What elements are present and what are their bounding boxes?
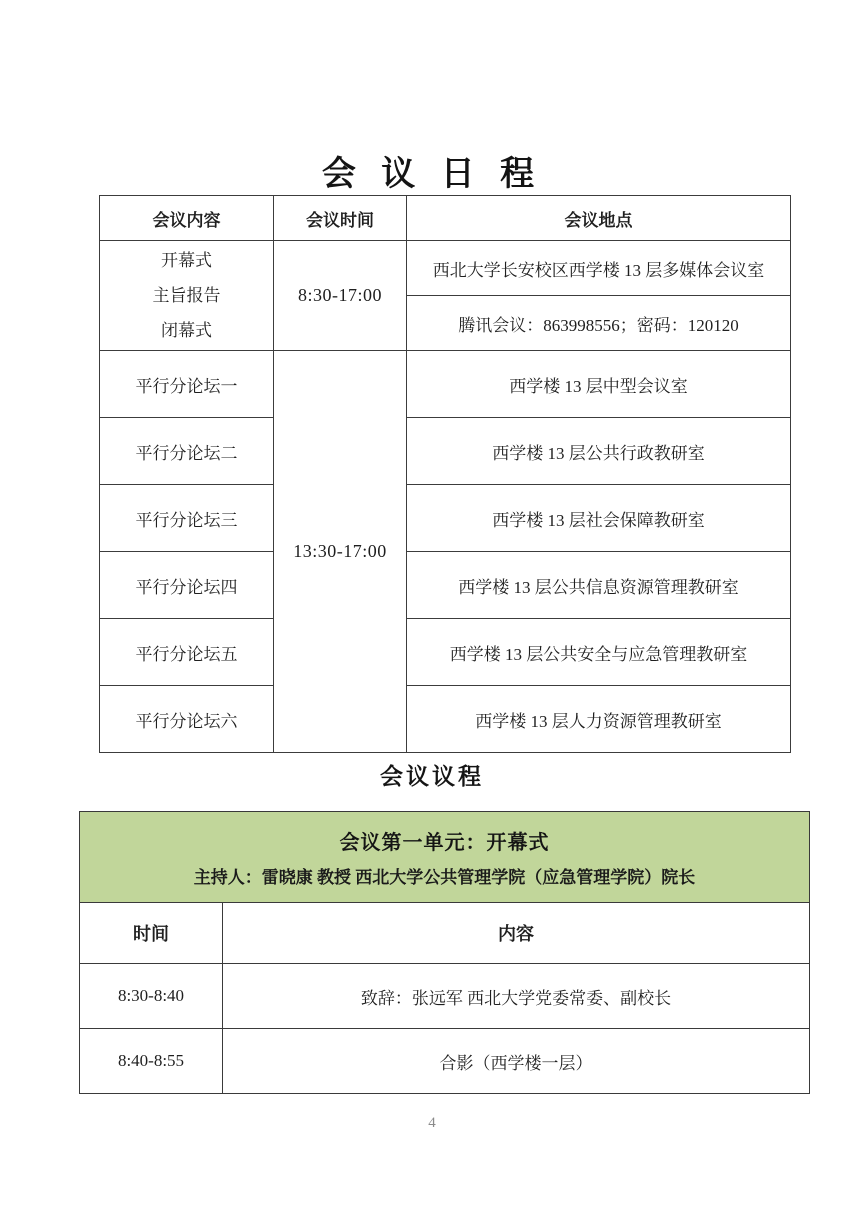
forum-name: 平行分论坛五 bbox=[100, 619, 274, 686]
agenda-row bbox=[80, 1029, 810, 1094]
plenary-content-line: 开幕式 bbox=[161, 251, 212, 270]
agenda-item-content: 致辞：张远军 西北大学党委常委、副校长 bbox=[223, 964, 810, 1029]
forum-location: 西学楼 13 层社会保障教研室 bbox=[407, 485, 791, 552]
plenary-location-online: 腾讯会议：863998556；密码：120120 bbox=[407, 296, 791, 351]
forum-location: 西学楼 13 层公共信息资源管理教研室 bbox=[407, 552, 791, 619]
schedule-header-row bbox=[100, 196, 791, 241]
agenda-header-time: 时间 bbox=[80, 903, 223, 964]
forum-location: 西学楼 13 层公共安全与应急管理教研室 bbox=[407, 619, 791, 686]
forum-name: 平行分论坛一 bbox=[100, 351, 274, 418]
forum-row bbox=[100, 619, 791, 686]
forum-name: 平行分论坛六 bbox=[100, 686, 274, 753]
page-number: 4 bbox=[428, 1115, 436, 1131]
forums-time-cell: 13:30-17:00 bbox=[274, 351, 407, 753]
schedule-header-time: 会议时间 bbox=[274, 196, 407, 241]
schedule-title: 会 议 日 程 bbox=[321, 155, 543, 193]
agenda-unit-host: 主持人：雷晓康 教授 西北大学公共管理学院（应急管理学院）院长 bbox=[193, 868, 696, 887]
agenda-table bbox=[79, 811, 810, 1094]
plenary-content-line: 主旨报告 bbox=[152, 286, 221, 305]
forum-row bbox=[100, 552, 791, 619]
forum-location: 西学楼 13 层人力资源管理教研室 bbox=[407, 686, 791, 753]
forum-location: 西学楼 13 层中型会议室 bbox=[407, 351, 791, 418]
schedule-table bbox=[99, 195, 791, 753]
agenda-banner-row bbox=[80, 812, 810, 903]
forum-row bbox=[100, 686, 791, 753]
agenda-item-time: 8:40-8:55 bbox=[80, 1029, 223, 1094]
agenda-header-content: 内容 bbox=[223, 903, 810, 964]
agenda-row bbox=[80, 964, 810, 1029]
agenda-unit-title: 会议第一单元：开幕式 bbox=[339, 832, 550, 854]
forum-row bbox=[100, 351, 791, 418]
forum-name: 平行分论坛四 bbox=[100, 552, 274, 619]
agenda-unit-banner bbox=[80, 812, 810, 903]
forum-location: 西学楼 13 层公共行政教研室 bbox=[407, 418, 791, 485]
agenda-header-row bbox=[80, 903, 810, 964]
plenary-location-main: 西北大学长安校区西学楼 13 层多媒体会议室 bbox=[407, 241, 791, 296]
agenda-item-content: 合影（西学楼一层） bbox=[223, 1029, 810, 1094]
forum-row bbox=[100, 418, 791, 485]
forum-name: 平行分论坛二 bbox=[100, 418, 274, 485]
forum-row bbox=[100, 485, 791, 552]
schedule-header-content: 会议内容 bbox=[100, 196, 274, 241]
schedule-header-location: 会议地点 bbox=[407, 196, 791, 241]
plenary-content-cell bbox=[100, 241, 274, 351]
forum-name: 平行分论坛三 bbox=[100, 485, 274, 552]
plenary-row bbox=[100, 241, 791, 296]
agenda-title: 会议议程 bbox=[380, 764, 484, 789]
plenary-time-cell: 8:30-17:00 bbox=[274, 241, 407, 351]
agenda-item-time: 8:30-8:40 bbox=[80, 964, 223, 1029]
plenary-content-line: 闭幕式 bbox=[161, 321, 212, 340]
